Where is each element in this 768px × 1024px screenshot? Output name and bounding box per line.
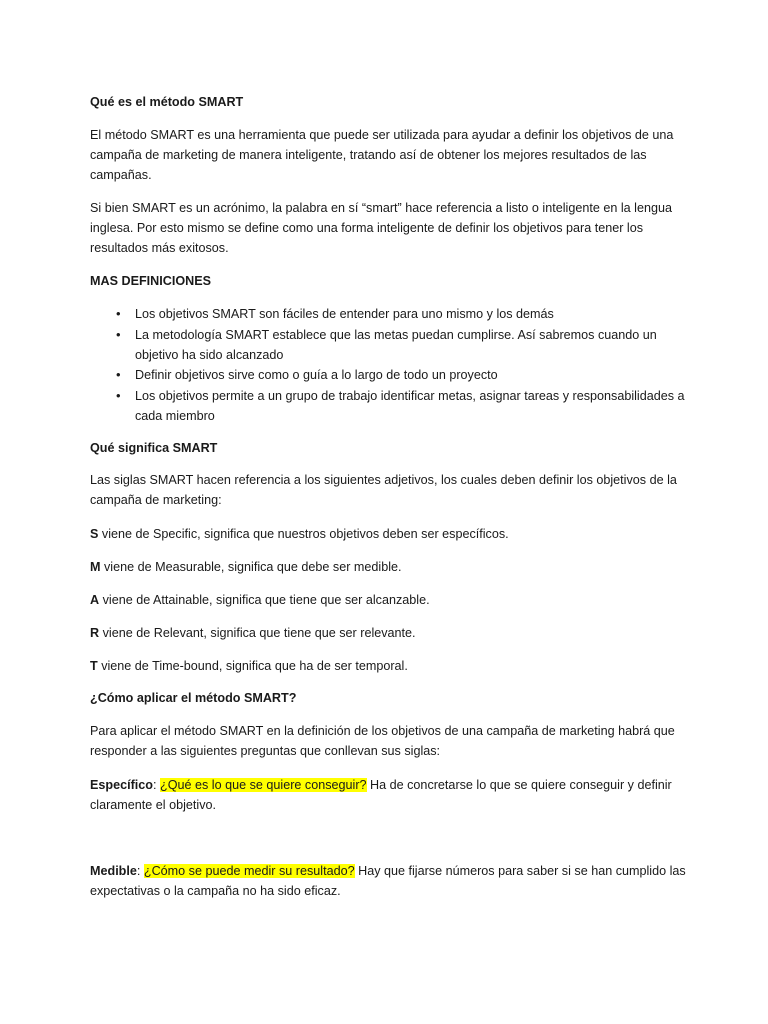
paragraph-siglas: Las siglas SMART hacen referencia a los siguientes adjetivos, los cuales deben definir los objetivos de la campaña de marketing: <box>90 473 677 507</box>
list-item: • Los objetivos permite a un grupo de trabajo identificar metas, asignar tareas y responsabilidades a cada miembro <box>90 386 690 426</box>
paragraph-especifico <box>90 775 690 815</box>
paragraph-intro: El método SMART es una herramienta que puede ser utilizada para ayudar a definir los objetivos de una campaña de marketing de manera inteligente, tratando así de obtener los mejores resultados de las campañas. <box>90 128 674 182</box>
heading-que-significa: Qué significa SMART <box>90 441 218 455</box>
medible-text: Hay que fijarse números para saber si se han cumplido las expectativas o la campaña no ha sido eficaz. <box>90 864 686 898</box>
list-item: • Los objetivos SMART son fáciles de entender para uno mismo y los demás <box>90 304 690 324</box>
letter-t: T <box>90 659 98 673</box>
list-item: • La metodología SMART establece que las metas puedan cumplirse. Así sabremos cuando un objetivo ha sido alcanzado <box>90 325 690 365</box>
heading-mas-definiciones: MAS DEFINICIONES <box>90 274 212 288</box>
separator: : <box>153 778 160 792</box>
letter-r-line <box>90 623 690 643</box>
heading-como-aplicar: ¿Cómo aplicar el método SMART? <box>90 691 297 705</box>
letter-t-text: viene de Time-bound, significa que ha de ser temporal. <box>97 659 408 673</box>
letter-r-text: viene de Relevant, significa que tiene que ser relevante. <box>99 626 416 640</box>
highlighted-question: ¿Cómo se puede medir su resultado? <box>143 864 355 878</box>
letter-m-text: viene de Measurable, significa que debe ser medible. <box>100 560 402 574</box>
term-medible: Medible <box>90 864 137 878</box>
paragraph-acronimo: Si bien SMART es un acrónimo, la palabra en sí “smart” hace referencia a listo o inteligente en la lengua inglesa. Por esto mismo se define como una forma inteligente de definir los objetivos para tener los resultados más exitosos. <box>90 201 672 255</box>
letter-a: A <box>90 593 100 607</box>
definitions-list <box>90 304 690 426</box>
letter-m: M <box>90 560 101 574</box>
heading-que-es-smart: Qué es el método SMART <box>90 95 244 109</box>
letter-s-line <box>90 524 690 544</box>
letter-a-line <box>90 590 690 610</box>
letter-a-text: viene de Attainable, significa que tiene que ser alcanzable. <box>99 593 430 607</box>
paragraph-aplicar: Para aplicar el método SMART en la definición de los objetivos de una campaña de marketing habrá que responder a las siguientes preguntas que conllevan sus siglas: <box>90 724 675 758</box>
letter-s-text: viene de Specific, significa que nuestros objetivos deben ser específicos. <box>98 527 509 541</box>
term-especifico: Específico <box>90 778 153 792</box>
letter-r: R <box>90 626 100 640</box>
letter-t-line <box>90 656 690 676</box>
letter-s: S <box>90 527 99 541</box>
paragraph-medible <box>90 861 690 901</box>
especifico-text: Ha de concretarse lo que se quiere conseguir y definir claramente el objetivo. <box>90 778 672 812</box>
separator: : <box>136 864 144 878</box>
list-item: • Definir objetivos sirve como o guía a lo largo de todo un proyecto <box>90 365 690 385</box>
letter-m-line <box>90 557 690 577</box>
highlighted-question: ¿Qué es lo que se quiere conseguir? <box>160 778 367 792</box>
